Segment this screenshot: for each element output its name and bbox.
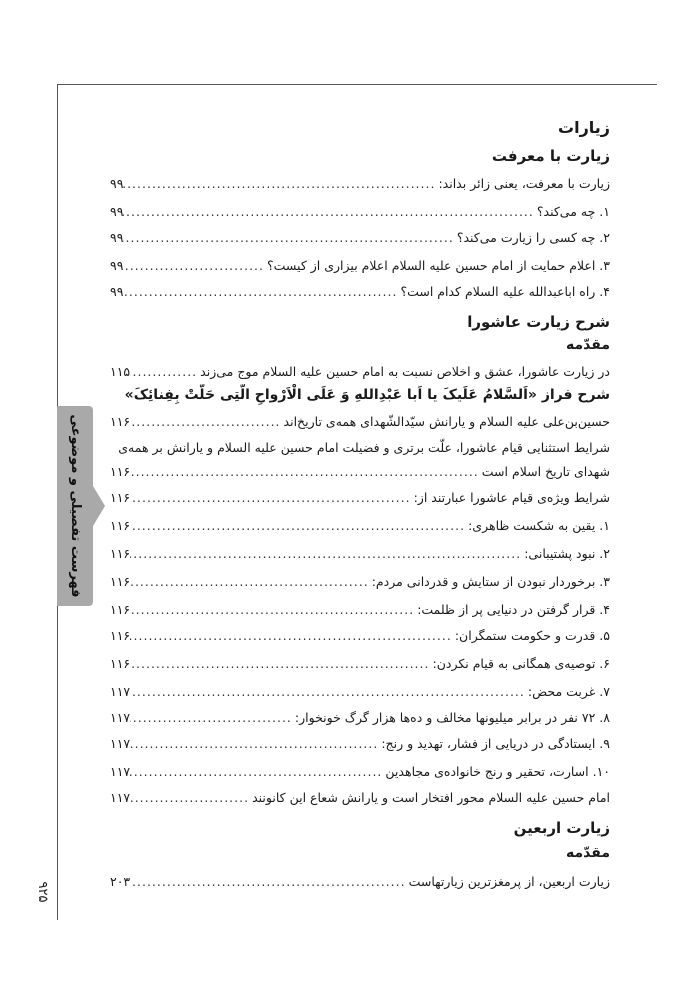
toc-entry-title: امام حسین علیه السلام محور افتخار است و یارانش شعاع این کانونند (252, 790, 610, 805)
dot-leader (130, 870, 408, 894)
page-frame-top (57, 84, 657, 85)
toc-entry (110, 760, 610, 784)
toc-entry-title: شرایط استثنایی قیام عاشورا، علّت برتری و فضیلت امام حسین علیه السلام و یارانش بر همه‌ی (118, 440, 610, 455)
toc-entry-title: شرایط ویژه‌ی قیام عاشورا عبارتند از: (413, 490, 610, 505)
dot-leader (130, 624, 455, 648)
toc-entry-page: ۱۱۶ (110, 628, 131, 643)
toc-entry (110, 172, 610, 196)
dot-leader (130, 486, 413, 510)
toc-entry (110, 486, 610, 510)
toc-entry (110, 870, 610, 894)
dot-leader (130, 706, 295, 730)
toc-entry-page: ۹۹ (110, 230, 124, 245)
toc-entry-page: ۱۱۶ (110, 518, 131, 533)
toc-entry-title: ۸. ۷۲ نفر در برابر میلیونها مخالف و ده‌ها هزار گرگ خونخوار: (294, 710, 610, 725)
toc-entry-page: ۱۱۶ (110, 546, 131, 561)
toc-entry-title: زیارت اربعین، از پرمغزترین زیارتهاست (408, 874, 610, 889)
toc-entry-page: ۹۹ (110, 204, 124, 219)
toc-entry (110, 542, 610, 566)
toc-entry (110, 200, 610, 224)
toc-entry-title: ۲. چه کسی را زیارت می‌کند؟ (456, 230, 610, 245)
section-heading2: شرح زیارت عاشورا (467, 313, 610, 331)
toc-entry-page: ۱۱۶ (110, 574, 131, 589)
toc-entry (110, 706, 610, 730)
toc-entry-title: ۱. یقین به شکست ظاهری: (468, 518, 610, 533)
toc-entry (110, 570, 610, 594)
dot-leader (130, 786, 252, 810)
dot-leader (130, 514, 468, 538)
dot-leader (123, 172, 438, 196)
dot-leader (130, 598, 417, 622)
dot-leader (130, 652, 432, 676)
toc-entry (110, 732, 610, 756)
toc-entry-page: ۱۱۷ (110, 736, 131, 751)
toc-entry-page: ۱۱۷ (110, 684, 131, 699)
toc-entry-page: ۲۰۳ (110, 874, 131, 889)
toc-entry (110, 624, 610, 648)
dot-leader (130, 460, 482, 484)
toc-entry-title: ۴. قرار گرفتن در دنیایی پر از ظلمت: (417, 602, 610, 617)
toc-entry (110, 410, 610, 434)
toc-entry-title: ۴. راه اباعبدالله علیه السلام کدام است؟ (400, 284, 610, 299)
toc-entry-title: ۹. ایستادگی در دریایی از فشار، تهدید و رنج: (381, 736, 610, 751)
toc-entry-title: ۳. اعلام حمایت از امام حسین علیه السلام اعلام بیزاری از کیست؟ (267, 258, 610, 273)
dot-leader (130, 360, 200, 384)
toc-entry (110, 436, 610, 460)
toc-entry-title: ۲. نبود پشتیبانی: (524, 546, 610, 561)
toc-entry-title: ۱. چه می‌کند؟ (536, 204, 610, 219)
dot-leader (130, 542, 524, 566)
dot-leader (123, 226, 456, 250)
dot-leader (123, 200, 536, 224)
dot-leader (130, 680, 528, 704)
toc-entry-page: ۱۱۷ (110, 764, 131, 779)
toc-entry (110, 598, 610, 622)
page-number: ۹۲۵ (35, 881, 50, 903)
section-heading3: شرح فراز «اَلسَّلامُ عَلَیکَ یا اَبا عَبْدِاللهِ وَ عَلَی الْاَرْواحِ الَّتِی حَلَّتْ بِفِنائِکَ» (124, 387, 610, 403)
toc-entry-title: زیارت با معرفت، یعنی زائر بداند: (438, 176, 610, 191)
toc-entry-page: ۱۱۶ (110, 414, 131, 429)
toc-entry (110, 460, 610, 484)
section-heading3: مقدّمه (566, 845, 610, 861)
section-heading3: مقدّمه (566, 337, 610, 353)
toc-entry (110, 680, 610, 704)
toc-entry-title: ۷. غربت محض: (527, 684, 610, 699)
toc-entry (110, 652, 610, 676)
toc-entry-page: ۹۹ (110, 258, 124, 273)
toc-entry-page: ۹۹ (110, 284, 124, 299)
dot-leader (123, 254, 267, 278)
dot-leader (130, 570, 372, 594)
toc-entry-title: ۳. برخوردار نبودن از ستایش و قدردانی مردم: (371, 574, 610, 589)
toc-entry-page: ۱۱۷ (110, 710, 131, 725)
toc-entry-title: شهدای تاریخ اسلام است (481, 464, 610, 479)
toc-entry (110, 360, 610, 384)
toc-entry-title: ۵. قدرت و حکومت ستمگران: (454, 628, 610, 643)
toc-entry-title: در زیارت عاشورا، عشق و اخلاص نسبت به امام حسین علیه السلام موج می‌زند (200, 364, 610, 379)
toc-entry-page: ۹۹ (110, 176, 124, 191)
section-heading2: زیارت اربعین (513, 819, 610, 837)
toc-entry-page: ۱۱۶ (110, 602, 131, 617)
dot-leader (130, 760, 385, 784)
toc-entry (110, 254, 610, 278)
toc-entry (110, 786, 610, 810)
section-heading1: زیارات (558, 118, 610, 137)
dot-leader (130, 410, 283, 434)
toc-entry-title: ۱۰. اسارت، تحقیر و رنج خانواده‌ی مجاهدین (385, 764, 610, 779)
side-title: فهرست تفصیلی و موضوعی (68, 414, 83, 598)
toc-entry-page: ۱۱۵ (110, 364, 131, 379)
toc-entry-title: ۶. توصیه‌ی همگانی به قیام نکردن: (432, 656, 610, 671)
toc-entry (110, 514, 610, 538)
toc-entry-page: ۱۱۶ (110, 490, 131, 505)
dot-leader (130, 732, 381, 756)
toc-entry-page: ۱۱۶ (110, 656, 131, 671)
toc-entry (110, 280, 610, 304)
toc-entry (110, 226, 610, 250)
toc-entry-page: ۱۱۷ (110, 790, 131, 805)
toc-entry-title: حسین‌بن‌علی علیه السلام و یارانش سیّدالشّهدای همه‌ی تاریخ‌اند (283, 414, 610, 429)
dot-leader (123, 280, 400, 304)
section-heading2: زیارت با معرفت (491, 147, 610, 165)
toc-entry-page: ۱۱۶ (110, 464, 131, 479)
